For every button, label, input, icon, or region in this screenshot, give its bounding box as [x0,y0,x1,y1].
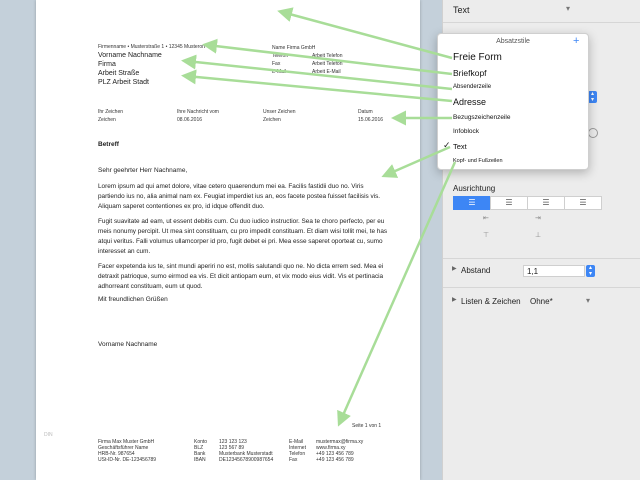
spacing-field[interactable]: 1,1 [523,265,585,277]
style-item-infoblock[interactable]: Infoblock [453,128,480,135]
ref-header-our-sign: Unser Zeichen [263,109,296,115]
company-fax-value: Arbeit Telefon [312,61,343,67]
disclosure-triangle-icon[interactable]: ▶ [452,297,457,303]
ref-header-date: Datum [358,109,373,115]
ref-header-your-sign: Ihr Zeichen [98,109,124,115]
divider [443,22,640,23]
chevron-down-icon[interactable]: ▾ [586,296,591,305]
salutation: Sehr geehrter Herr Nachname, [98,167,188,174]
divider [443,258,640,259]
style-item-adresse[interactable]: Adresse [453,97,487,107]
align-right-icon[interactable]: ☰ [527,196,565,210]
ref-value-your-message: 08.06.2016 [177,117,203,123]
body-paragraph-3: Facer expetenda ius te, sint mundi aperiri no est, mollis salutandi quo ne. No dicta errem sed. Mea ei detraxit patrioque, sumo eirmod ea vis. Et dicit antiopam eum, et vix modo eius vidit. Vis et pertinacia adhorreant constituam, eum ut quod. [98,263,384,290]
company-phone-value: Arbeit Telefon [312,53,343,59]
indent-decrease-icon[interactable]: ⇤ [483,215,489,222]
vertical-align-top-icon[interactable]: ⊤ [483,232,490,239]
radio-button[interactable] [588,128,598,138]
ref-header-your-message: Ihre Nachricht vom [177,109,219,115]
chevron-down-icon[interactable]: ▾ [566,4,571,13]
closing: Mit freundlichen Grüßen [98,296,168,303]
align-left-icon[interactable]: ☰ [453,196,491,210]
recipient-company: Firma [98,61,116,68]
company-phone-label: Telefon [272,53,289,59]
ref-value-your-sign: Zeichen [98,117,116,123]
style-item-bezugszeichenzeile[interactable]: Bezugszeichenzeile [453,114,511,121]
style-item-freie-form[interactable]: Freie Form [453,52,502,63]
style-item-kopf-fusszeilen[interactable]: Kopf- und Fußzeilen [453,158,503,164]
recipient-city: PLZ Arbeit Stadt [98,79,149,86]
body-paragraph-1: Lorem ipsum ad qui amet dolore, vitae cetero quaerendum mei ea. Facilis fastidii duo no. Viris partiendo ius no, alia animal nam ex. Feugiat imperdiet ius an, eos facete postea fuisset facilisis vis. Aliquam saperet contentiones ex pro, id idque offendit duo. [98,183,381,210]
company-email-label: E-Mail [272,69,287,75]
signature-name: Vorname Nachname [98,341,158,348]
indent-increase-icon[interactable]: ⇥ [535,215,541,222]
recipient-name: Vorname Nachname [98,52,162,59]
vertical-align-middle-icon[interactable]: ⊥ [535,232,542,239]
margin-mark: DIN [44,432,53,438]
spacing-stepper-top[interactable]: ▴ ▾ [588,91,597,103]
document-page[interactable] [36,0,420,480]
canvas-left-gutter [0,0,36,480]
style-item-text[interactable]: Text [453,142,467,151]
footer-bank-values: 123 123 123 123 567 89 Musterbank Musterstadt DE12345678900987654 [219,439,274,463]
add-style-icon[interactable]: + [573,35,580,47]
style-item-briefkopf[interactable]: Briefkopf [453,68,487,78]
page-number: Seite 1 von 1 [352,423,382,429]
lists-value[interactable]: Ohne* [530,297,553,306]
body-paragraph-2: Fugit suavitate ad eam, ut essent debitis cum. Cu duo iudico instructior. Sea te choro perfecto, per eu meis nonumy percipit. Ut mea sint constituam, cu pro impedit constituam. Et diam wisi tollit mei, te has atqui veritus. Falli volumus ullamcorper id pro, fugit debet ei pri. Mea esse saperet oporteat cu, sumo interesset an cum. [98,218,388,255]
popup-title: Absatzstile [496,38,530,45]
company-email-value: Arbeit E-Mail [312,69,341,75]
company-name: Name Firma GmbH [272,45,316,51]
company-fax-label: Fax [272,61,281,67]
subject: Betreff [98,141,119,148]
footer-bank-labels: Konto BLZ Bank IBAN [194,439,208,463]
ref-value-date: 15.06.2016 [358,117,384,123]
footer-contact-values: mustermax@firma.xy www.firma.xy +49 123 456 789 +49 123 456 789 [316,439,364,463]
divider [443,287,640,288]
recipient-street: Arbeit Straße [98,70,140,77]
spacing-stepper[interactable]: ▴ ▾ [586,265,595,277]
ref-value-our-sign: Zeichen [263,117,281,123]
checkmark-icon: ✓ [443,140,451,150]
alignment-title: Ausrichtung [453,184,496,193]
lists-label: Listen & Zeichen [461,297,521,306]
spacing-label: Abstand [461,266,491,275]
align-center-icon[interactable]: ☰ [490,196,528,210]
paragraph-style-selector[interactable]: Text [453,5,470,15]
style-item-absenderzeile[interactable]: Absenderzeile [453,84,492,90]
paragraph-styles-popup [437,33,589,170]
sender-line: Firmenname • Musterstraße 1 • 12345 Musterort [98,44,206,50]
disclosure-triangle-icon[interactable]: ▶ [452,266,457,272]
footer-contact-labels: E-Mail Internet Telefon Fax [289,439,306,463]
footer-company: Firma Max Muster GmbH Geschäftsführer Name HRB-Nr. 987654 USt-ID-Nr. DE-123456789 [98,439,157,463]
align-justify-icon[interactable]: ☰ [564,196,602,210]
